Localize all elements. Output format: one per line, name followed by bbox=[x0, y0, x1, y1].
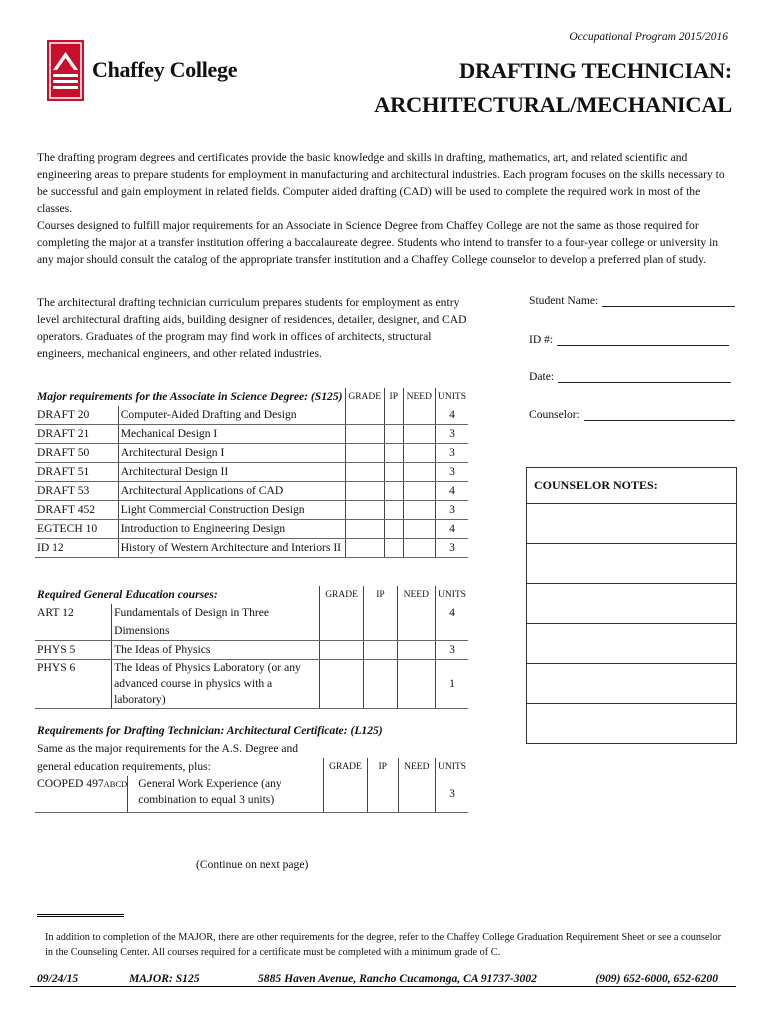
need-cell[interactable] bbox=[403, 520, 435, 539]
notes-line[interactable] bbox=[527, 584, 736, 624]
need-cell[interactable] bbox=[397, 604, 435, 641]
course-name: Mechanical Design I bbox=[118, 425, 345, 444]
ip-cell[interactable] bbox=[384, 501, 403, 520]
date-line[interactable] bbox=[558, 370, 731, 383]
ip-header: IP bbox=[364, 586, 397, 604]
ip-header: IP bbox=[367, 758, 398, 776]
course-code: DRAFT 20 bbox=[35, 406, 118, 425]
table-row bbox=[35, 776, 468, 813]
ip-cell[interactable] bbox=[384, 520, 403, 539]
units-cell: 4 bbox=[435, 520, 468, 539]
table-row bbox=[35, 604, 468, 641]
units-cell: 4 bbox=[435, 406, 468, 425]
course-name: General Work Experience (any combination to equal 3 units) bbox=[128, 776, 324, 813]
units-cell: 3 bbox=[435, 501, 468, 520]
counselor-label: Counselor: bbox=[529, 408, 580, 421]
course-code: PHYS 6 bbox=[35, 660, 112, 709]
units-header: UNITS bbox=[437, 590, 466, 600]
course-code: EGTECH 10 bbox=[35, 520, 118, 539]
grade-cell[interactable] bbox=[319, 641, 363, 660]
footnote: In addition to completion of the MAJOR, there are other requirements for the degree, refer to the Chaffey College Graduation Requirement Sheet or see a counselor in the Counseling Center. All courses required for a certificate must be completed with a minimum grade of C. bbox=[45, 932, 722, 958]
college-name: Chaffey College bbox=[92, 57, 238, 82]
table-row bbox=[35, 539, 468, 558]
course-name: Computer-Aided Drafting and Design bbox=[118, 406, 345, 425]
table-row bbox=[35, 520, 468, 539]
units-cell: 4 bbox=[435, 604, 468, 641]
need-cell[interactable] bbox=[403, 463, 435, 482]
course-code: DRAFT 50 bbox=[35, 444, 118, 463]
grade-cell[interactable] bbox=[345, 425, 384, 444]
page-title bbox=[374, 54, 732, 122]
major-caption: Major requirements for the Associate in Science Degree: (S125) bbox=[35, 388, 345, 406]
table-row bbox=[35, 501, 468, 520]
units-header: UNITS bbox=[437, 762, 466, 772]
course-name: Architectural Design II bbox=[118, 463, 345, 482]
course-code bbox=[35, 776, 128, 813]
ip-cell[interactable] bbox=[364, 660, 397, 709]
table-header bbox=[35, 758, 468, 776]
intro-paragraph-2: Courses designed to fulfill major requirements for an Associate in Science Degree from Chaffey College are not the same as those required for completing the major at a transfer institution offering a baccalaureate degree. Students who intend to transfer to a four-year college or university in any major should consult the catalog of the appropriate transfer institution and a Chaffey College counselor to develop a preferred plan of study. bbox=[37, 219, 719, 266]
table-row bbox=[35, 444, 468, 463]
ip-cell[interactable] bbox=[364, 641, 397, 660]
ip-header: IP bbox=[384, 388, 403, 406]
units-cell: 3 bbox=[435, 641, 468, 660]
table-row bbox=[35, 463, 468, 482]
grade-header: GRADE bbox=[345, 388, 384, 406]
continue-note: (Continue on next page) bbox=[196, 858, 309, 871]
college-logo-icon bbox=[47, 40, 84, 101]
date-label: Date: bbox=[529, 370, 555, 383]
need-cell[interactable] bbox=[403, 482, 435, 501]
intro-paragraph-3: The architectural drafting technician curriculum prepares students for employment as entry level architectural drafting aids, building designer of residences, detailer, designer, and CAD operators. Graduates of the program may find work in offices of architects, structural engineers, mechanical engineers, and other related industries. bbox=[37, 296, 467, 360]
course-code-main: COOPED 497 bbox=[37, 777, 104, 790]
grade-header: GRADE bbox=[324, 758, 368, 776]
need-cell[interactable] bbox=[403, 501, 435, 520]
table-header bbox=[35, 586, 468, 604]
need-header: NEED bbox=[398, 758, 435, 776]
course-name: Architectural Design I bbox=[118, 444, 345, 463]
course-code: DRAFT 452 bbox=[35, 501, 118, 520]
table-row bbox=[35, 482, 468, 501]
need-cell[interactable] bbox=[403, 406, 435, 425]
certificate-line-1: Same as the major requirements for the A.S. Degree and bbox=[37, 742, 299, 755]
student-name-line[interactable] bbox=[602, 294, 735, 307]
certificate-line-2: general education requirements, plus: bbox=[35, 758, 324, 776]
notes-line[interactable] bbox=[527, 504, 736, 544]
grade-cell[interactable] bbox=[345, 463, 384, 482]
course-name: Fundamentals of Design in Three Dimensions bbox=[112, 604, 320, 641]
footer-date: 09/24/15 bbox=[37, 972, 79, 985]
course-code: DRAFT 21 bbox=[35, 425, 118, 444]
grade-header: GRADE bbox=[319, 586, 363, 604]
ip-cell[interactable] bbox=[384, 444, 403, 463]
major-requirements-table bbox=[35, 388, 468, 558]
need-cell[interactable] bbox=[403, 444, 435, 463]
certificate-intro bbox=[37, 722, 383, 758]
course-name: The Ideas of Physics bbox=[112, 641, 320, 660]
need-header: NEED bbox=[397, 586, 435, 604]
counselor-field[interactable] bbox=[529, 408, 735, 421]
course-code: DRAFT 51 bbox=[35, 463, 118, 482]
grade-cell[interactable] bbox=[324, 776, 368, 813]
ip-cell[interactable] bbox=[384, 406, 403, 425]
course-name: The Ideas of Physics Laboratory (or any advanced course in physics with a laboratory) bbox=[112, 660, 320, 709]
intro-paragraph-1: The drafting program degrees and certificates provide the basic knowledge and skills in drafting, mathematics, art, and related scientific and engineering areas to prepare students for employment in manufacturing and architectural industries. Each program focuses on the skills necessary to be successful and gain employment in related fields. Computer aided drafting (CAD) will be used to complete the required work in most of the classes. bbox=[37, 151, 725, 215]
ip-cell[interactable] bbox=[384, 425, 403, 444]
counselor-notes-box bbox=[526, 467, 737, 744]
course-code: PHYS 5 bbox=[35, 641, 112, 660]
grade-cell[interactable] bbox=[345, 501, 384, 520]
need-cell[interactable] bbox=[403, 425, 435, 444]
course-name: Light Commercial Construction Design bbox=[118, 501, 345, 520]
grade-cell[interactable] bbox=[319, 604, 363, 641]
units-cell: 3 bbox=[435, 539, 468, 558]
table-header bbox=[35, 388, 468, 406]
course-name: Introduction to Engineering Design bbox=[118, 520, 345, 539]
student-name-field[interactable] bbox=[529, 294, 735, 307]
certificate-caption: Requirements for Drafting Technician: Architectural Certificate: (L125) bbox=[37, 724, 383, 737]
title-line-1: DRAFTING TECHNICIAN: bbox=[459, 58, 732, 83]
title-line-2: ARCHITECTURAL/MECHANICAL bbox=[374, 92, 732, 117]
ip-cell[interactable] bbox=[364, 604, 397, 641]
grade-cell[interactable] bbox=[345, 539, 384, 558]
units-cell: 3 bbox=[435, 776, 468, 813]
course-code: DRAFT 53 bbox=[35, 482, 118, 501]
grade-cell[interactable] bbox=[345, 520, 384, 539]
units-cell: 3 bbox=[435, 463, 468, 482]
program-year: Occupational Program 2015/2016 bbox=[569, 31, 728, 43]
course-code: ART 12 bbox=[35, 604, 112, 641]
need-cell[interactable] bbox=[397, 641, 435, 660]
footer-major: MAJOR: S125 bbox=[129, 972, 200, 985]
table-row bbox=[35, 641, 468, 660]
student-name-label: Student Name: bbox=[529, 294, 599, 307]
grade-cell[interactable] bbox=[345, 444, 384, 463]
notes-line[interactable] bbox=[527, 544, 736, 584]
college-logo bbox=[47, 40, 84, 101]
table-row bbox=[35, 660, 468, 709]
major-rows bbox=[35, 406, 468, 558]
table-row bbox=[35, 425, 468, 444]
footer-rule bbox=[30, 986, 736, 987]
need-cell[interactable] bbox=[398, 776, 435, 813]
need-cell[interactable] bbox=[403, 539, 435, 558]
ip-cell[interactable] bbox=[384, 539, 403, 558]
units-cell: 3 bbox=[435, 444, 468, 463]
course-name: History of Western Architecture and Interiors II bbox=[118, 539, 345, 558]
course-code-suffix: ABCD bbox=[103, 779, 128, 789]
table-row bbox=[35, 406, 468, 425]
units-cell: 3 bbox=[435, 425, 468, 444]
notes-line[interactable] bbox=[527, 664, 736, 704]
grade-cell[interactable] bbox=[345, 482, 384, 501]
units-cell: 4 bbox=[435, 482, 468, 501]
grade-cell[interactable] bbox=[345, 406, 384, 425]
student-id-field[interactable] bbox=[529, 333, 729, 346]
date-field[interactable] bbox=[529, 370, 731, 383]
ip-cell[interactable] bbox=[384, 482, 403, 501]
student-id-line[interactable] bbox=[557, 333, 729, 346]
ip-cell[interactable] bbox=[367, 776, 398, 813]
footer-phone: (909) 652-6000, 652-6200 bbox=[595, 972, 718, 985]
ge-caption: Required General Education courses: bbox=[35, 586, 319, 604]
student-id-label: ID #: bbox=[529, 333, 554, 346]
counselor-notes-heading: COUNSELOR NOTES: bbox=[527, 468, 736, 504]
certificate-table bbox=[35, 758, 468, 813]
grade-cell[interactable] bbox=[319, 660, 363, 709]
ip-cell[interactable] bbox=[384, 463, 403, 482]
need-header: NEED bbox=[403, 388, 435, 406]
footer-address: 5885 Haven Avenue, Rancho Cucamonga, CA 91737-3002 bbox=[258, 972, 537, 985]
need-cell[interactable] bbox=[397, 660, 435, 709]
notes-line[interactable] bbox=[527, 704, 736, 743]
course-name: Architectural Applications of CAD bbox=[118, 482, 345, 501]
ge-requirements-table bbox=[35, 586, 468, 709]
units-header: UNITS bbox=[438, 392, 466, 402]
course-code: ID 12 bbox=[35, 539, 118, 558]
footnote-rule bbox=[37, 914, 124, 917]
units-cell: 1 bbox=[435, 660, 468, 709]
counselor-line[interactable] bbox=[584, 408, 735, 421]
notes-line[interactable] bbox=[527, 624, 736, 664]
